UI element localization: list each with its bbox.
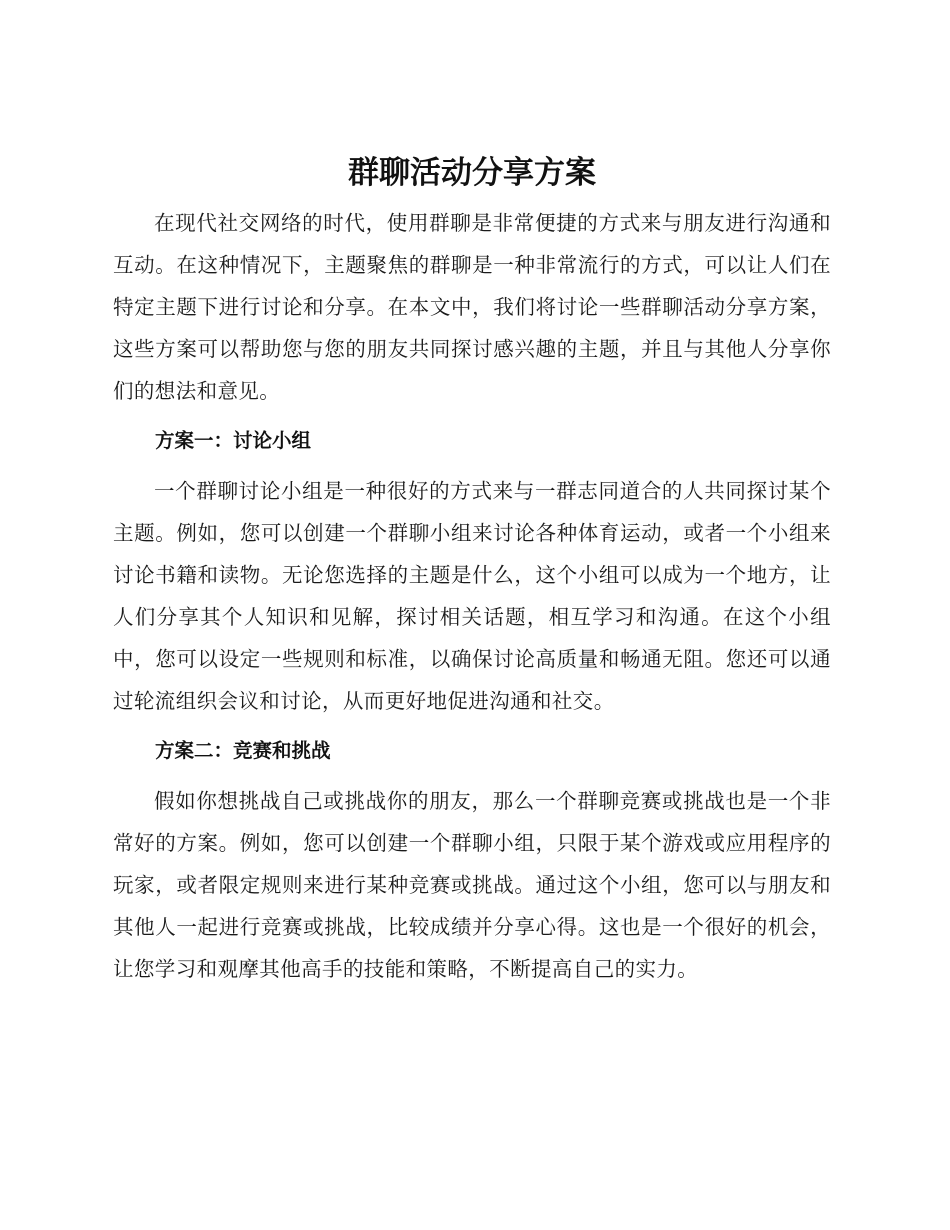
document-page	[113, 150, 831, 990]
section-heading: 方案一：讨论小组	[155, 429, 312, 452]
intro-paragraph: 在现代社交网络的时代，使用群聊是非常便捷的方式来与朋友进行沟通和互动。在这种情况下，主题聚焦的群聊是一种非常流行的方式，可以让人们在特定主题下进行讨论和分享。在本文中，我们将讨论一些群聊活动分享方案，这些方案可以帮助您与您的朋友共同探讨感兴趣的主题，并且与其他人分享你们的想法和意见。	[113, 211, 831, 403]
section-body: 假如你想挑战自己或挑战你的朋友，那么一个群聊竞赛或挑战也是一个非常好的方案。例如，您可以创建一个群聊小组，只限于某个游戏或应用程序的玩家，或者限定规则来进行某种竞赛或挑战。通过这个小组，您可以与朋友和其他人一起进行竞赛或挑战，比较成绩并分享心得。这也是一个很好的机会，让您学习和观摩其他高手的技能和策略，不断提高自己的实力。	[113, 789, 831, 981]
section-heading: 方案二：竞赛和挑战	[155, 739, 331, 762]
section-discussion-group	[113, 420, 831, 722]
document-title: 群聊活动分享方案	[348, 155, 596, 191]
section-body: 一个群聊讨论小组是一种很好的方式来与一群志同道合的人共同探讨某个主题。例如，您可以创建一个群聊小组来讨论各种体育运动，或者一个小组来讨论书籍和读物。无论您选择的主题是什么，这个小组可以成为一个地方，让人们分享其个人知识和见解，探讨相关话题，相互学习和沟通。在这个小组中，您可以设定一些规则和标准，以确保讨论高质量和畅通无阻。您还可以通过轮流组织会议和讨论，从而更好地促进沟通和社交。	[113, 479, 831, 713]
section-competition-challenge	[113, 730, 831, 990]
